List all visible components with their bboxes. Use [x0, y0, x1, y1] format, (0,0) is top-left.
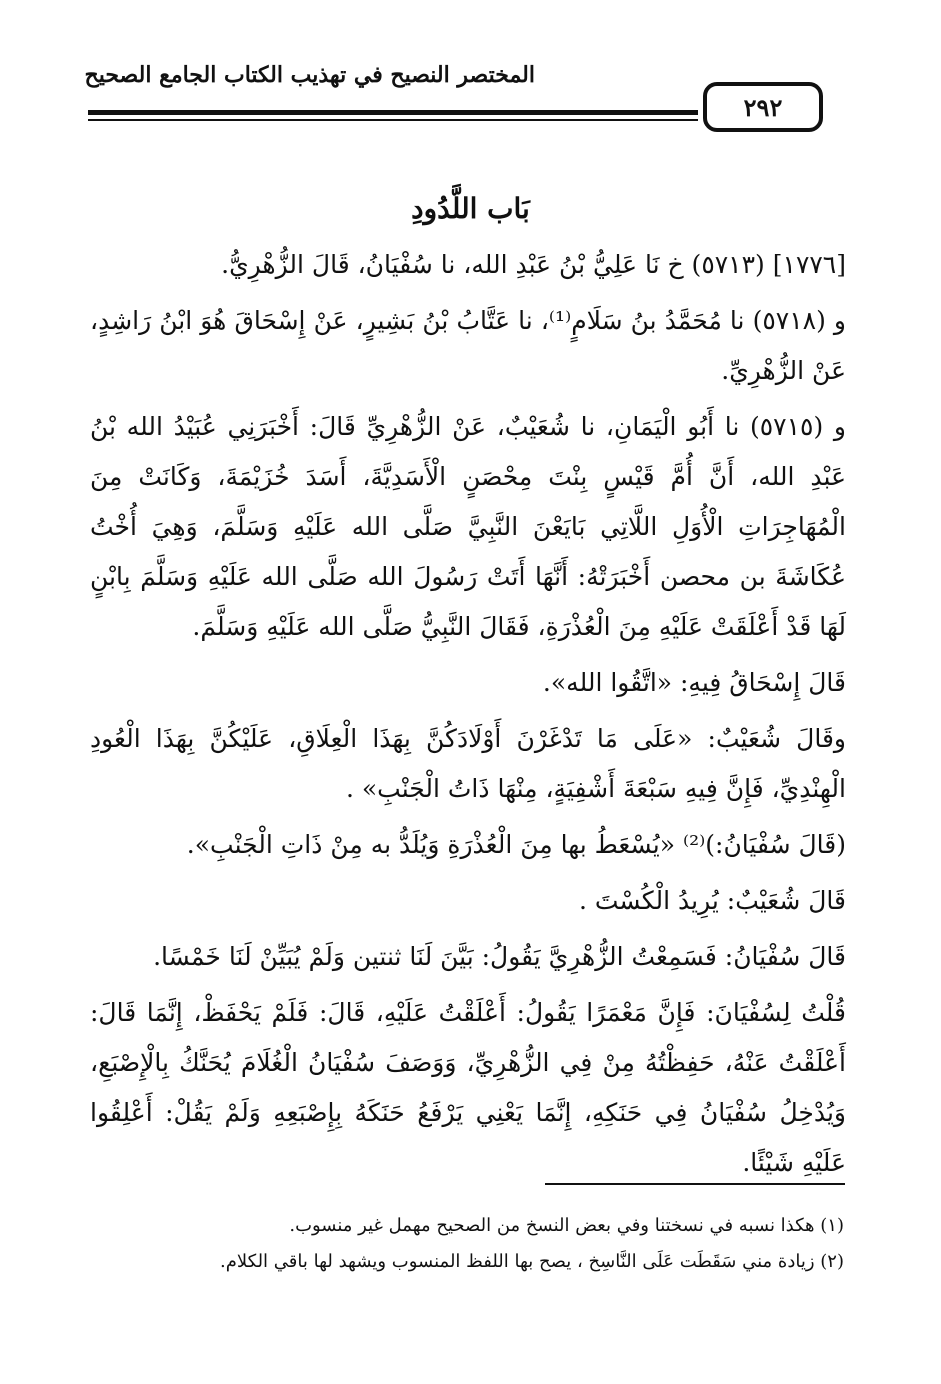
paragraph-sufyan-mamar: قُلْتُ لِسُفْيَانَ: فَإِنَّ مَعْمَرًا يَقُولُ: أَعْلَقْتُ عَلَيْهِ، قَالَ: فَلَمْ يَحْفَظْ، إِنَّمَا قَالَ: أَعْلَقْتُ عَنْهُ، حَفِظْتُهُ مِنْ فِي الزُّهْرِيِّ، وَوَصَفَ سُفْيَانُ الْغُلَامَ يُحَنَّكُ بِالْإِصْبَعِ، وَيُدْخِلُ سُفْيَانُ فِي حَنَكِهِ، إِنَّمَا يَعْنِي يَرْفَعُ حَنَكَهُ بِإِصْبَعِهِ وَلَمْ يَقُلْ: أَعْلِقُوا عَلَيْهِ شَيْئًا.: [90, 998, 846, 1177]
footnote-separator: [545, 1183, 845, 1185]
paragraph-sufyan-zuhri: قَالَ سُفْيَانُ: فَسَمِعْتُ الزُّهْرِيَّ يَقُولُ: بَيَّنَ لَنَا ثنتين وَلَمْ يُبَيِّنْ لَنَا خَمْسًا.: [153, 942, 846, 971]
header-rule-thin: [88, 119, 698, 121]
paragraph-hadith-chain-2: و (٥٧١٨) نا مُحَمَّدُ بنُ سَلَامٍ⁽¹⁾، نا عَتَّابُ بْنُ بَشِيرٍ، عَنْ إِسْحَاقَ هُوَ ابْنُ رَاشِدٍ، عَنْ الزُّهْرِيِّ.: [90, 306, 846, 385]
paragraph-ishaq-quote: قَالَ إِسْحَاقُ فِيهِ: «اتَّقُوا الله».: [542, 668, 846, 697]
page-number: ٢٩٢: [743, 92, 783, 122]
footnote-2: (٢) زيادة مني سَقَطَت عَلَى النَّاسِخ ، يصح بها اللفظ المنسوب ويشهد لها باقي الكلام.: [220, 1251, 844, 1272]
footnote-1: (١) هكذا نسبه في نسختنا وفي بعض النسخ من الصحيح مهمل غير منسوب.: [289, 1215, 844, 1236]
paragraph-shuayb-quote: وقَالَ شُعَيْبٌ: «عَلَى مَا تَدْغَرْنَ أَوْلَادَكُنَّ بِهَذَا الْعِلَاقِ، عَلَيْكُنَّ بِهَذَا الْعُودِ الْهِنْدِيِّ، فَإِنَّ فِيهِ سَبْعَةَ أَشْفِيَةٍ، مِنْهَا ذَاتُ الْجَنْبِ» .: [90, 724, 846, 803]
paragraph-hadith-chain-1: [١٧٧٦] (٥٧١٣) خ نَا عَلِيُّ بْنُ عَبْدِ الله، نا سُفْيَانُ، قَالَ الزُّهْرِيُّ.: [221, 250, 846, 279]
chapter-title: بَاب اللَّدُودِ: [411, 192, 530, 225]
footnotes: [90, 1208, 844, 1280]
header-rule-thick: [88, 110, 698, 115]
main-text: [90, 240, 846, 1194]
paragraph-hadith-chain-3: و (٥٧١٥) نا أَبُو الْيَمَانِ، نا شُعَيْبٌ، عَنْ الزُّهْرِيِّ قَالَ: أَخْبَرَنِي عُبَيْدُ الله بْنُ عَبْدِ الله، أَنَّ أُمَّ قَيْسٍ بِنْتَ مِحْصَنٍ الْأَسَدِيَّةَ، أَسَدَ خُزَيْمَةَ، وَكَانَتْ مِنَ الْمُهَاجِرَاتِ الْأُوَلِ اللَّاتِي بَايَعْنَ النَّبِيَّ صَلَّى الله عَلَيْهِ وَسَلَّمَ، وَهِيَ أُخْتُ عُكَاشَةَ بن محصن أَخْبَرَتْهُ: أَنَّهَا أَتَتْ رَسُولَ الله صَلَّى الله عَلَيْهِ وَسَلَّمَ بِابْنٍ لَهَا قَدْ أَعْلَقَتْ عَلَيْهِ مِنَ الْعُذْرَةِ، فَقَالَ النَّبِيُّ صَلَّى الله عَلَيْهِ وَسَلَّمَ.: [90, 412, 846, 641]
paragraph-sufyan-quote: (قَالَ سُفْيَانُ:)⁽²⁾ «يُسْعَطُ بها مِنَ الْعُذْرَةِ وَيُلَدُّ به مِنْ ذَاتِ الْجَنْبِ».: [186, 830, 846, 859]
paragraph-shuayb-kust: قَالَ شُعَيْبٌ: يُرِيدُ الْكُسْتَ .: [578, 886, 846, 915]
running-header-title: المختصر النصيح في تهذيب الكتاب الجامع الصحيح: [84, 62, 535, 88]
page-number-box: [703, 82, 823, 132]
